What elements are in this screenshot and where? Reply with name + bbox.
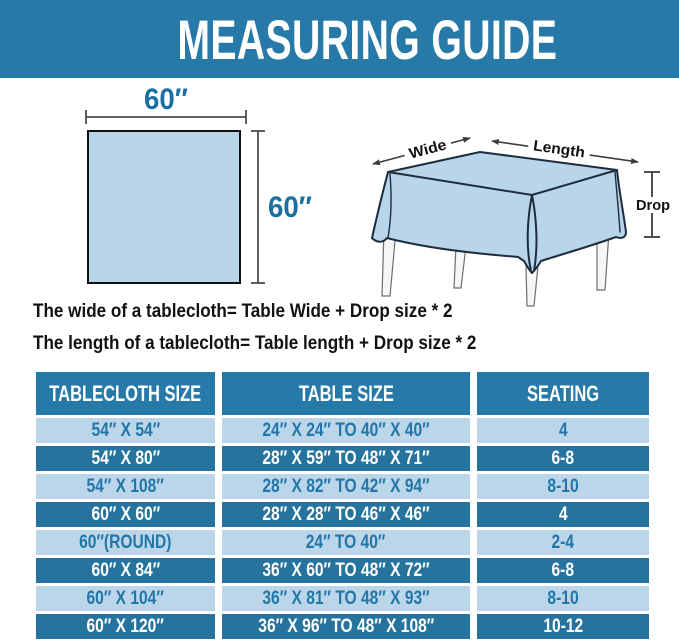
column-header-seating: SEATING [477, 372, 649, 415]
table-cell-seating: 6-8 [477, 446, 649, 471]
table-cell-tablesize: 28″ X 82″ TO 42″ X 94″ [222, 474, 470, 499]
length-label-group [527, 137, 591, 162]
page-header [0, 0, 679, 78]
table-cell-tablesize: 36″ X 60″ TO 48″ X 72″ [222, 558, 470, 583]
column-header-table-size: TABLE SIZE [222, 372, 470, 415]
diagram-section [0, 80, 679, 315]
width-dimension-label: 60″ [144, 83, 188, 116]
drop-label: Drop [636, 197, 670, 214]
column-header-tablecloth-size: TABLECLOTH SIZE [36, 372, 215, 415]
length-label: Length [532, 137, 585, 162]
table-cell-tablecloth: 54″ X 80″ [36, 446, 215, 471]
table-cell-tablesize: 24″ TO 40″ [222, 530, 470, 555]
page-title: MEASURING GUIDE [177, 7, 558, 71]
table-cell-seating: 10-12 [477, 614, 649, 639]
length-formula: The length of a tablecloth= Table length + Drop size * 2 [33, 333, 477, 354]
wide-label: Wide [407, 136, 447, 163]
table-cell-tablecloth: 54″ X 108″ [36, 474, 215, 499]
width-formula: The wide of a tablecloth= Table Wide + Drop size * 2 [33, 301, 453, 322]
size-table [36, 372, 649, 639]
table-cell-tablecloth: 60″ X 60″ [36, 502, 215, 527]
table-cell-tablesize: 36″ X 96″ TO 48″ X 108″ [222, 614, 470, 639]
table-cell-tablecloth: 60″ X 104″ [36, 586, 215, 611]
table-cell-tablecloth: 54″ X 54″ [36, 418, 215, 443]
table-cell-seating: 2-4 [477, 530, 649, 555]
formula-section [33, 301, 653, 365]
table-cell-tablesize: 36″ X 81″ TO 48″ X 93″ [222, 586, 470, 611]
square-tablecloth-diagram [86, 83, 312, 283]
table-cell-tablecloth: 60″(ROUND) [36, 530, 215, 555]
tablecloth-drape [372, 152, 626, 273]
table-cell-tablecloth: 60″ X 120″ [36, 614, 215, 639]
table-cell-seating: 4 [477, 418, 649, 443]
table-cell-tablesize: 28″ X 59″ TO 48″ X 71″ [222, 446, 470, 471]
table-cell-seating: 8-10 [477, 586, 649, 611]
drop-label-group [635, 197, 671, 214]
table-cell-seating: 6-8 [477, 558, 649, 583]
table-cell-seating: 4 [477, 502, 649, 527]
tablecloth-square [88, 131, 240, 283]
table-cell-seating: 8-10 [477, 474, 649, 499]
table-illustration [372, 135, 671, 306]
table-cell-tablesize: 24″ X 24″ TO 40″ X 40″ [222, 418, 470, 443]
table-cell-tablecloth: 60″ X 84″ [36, 558, 215, 583]
table-cell-tablesize: 28″ X 28″ TO 46″ X 46″ [222, 502, 470, 527]
width-formula-text [33, 301, 653, 323]
height-dimension-label: 60″ [268, 191, 312, 224]
length-formula-text [33, 333, 653, 355]
height-dimension-line [251, 131, 265, 283]
